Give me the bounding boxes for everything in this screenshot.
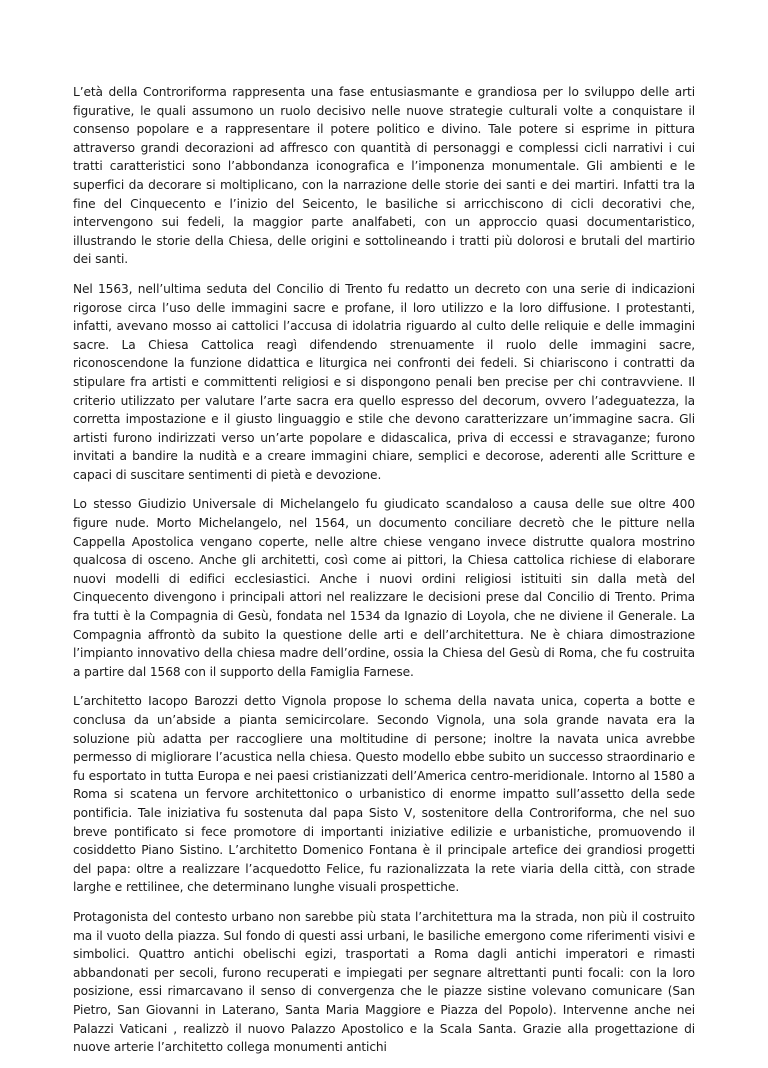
paragraph-giudizio-universale: Lo stesso Giudizio Universale di Michelangelo fu giudicato scandaloso a causa delle sue oltre 400 figure nude. Morto Michelangelo, nel 1564, un documento conciliare decretò che le pitture nella Cappella Apostolica vengano coperte, nelle altre chiese vengano invece distrutte qualora mostrino qualcosa di osceno. Anche gli architetti, così come ai pittori, la Chiesa cattolica richiese di elaborare nuovi modelli di edifici ecclesiastici. Anche i nuovi ordini religiosi istituiti sin dalla metà del Cinquecento divengono i principali attori nel realizzare le decisioni prese dal Concilio di Trento. Prima fra tutti è la Compagnia di Gesù, fondata nel 1534 da Ignazio di Loyola, che ne diviene il Generale. La Compagnia affrontò da subito la questione delle arti e dell’architettura. Ne è chiara dimostrazione l’impianto innovativo della chiesa madre dell’ordine, ossia la Chiesa del Gesù di Roma, che fu costruita a partire dal 1568 con il supporto della Famiglia Farnese. [73,497,695,679]
paragraph-piazze-sistine: Protagonista del contesto urbano non sarebbe più stata l’architettura ma la strada, non più il costruito ma il vuoto della piazza. Sul fondo di questi assi urbani, le basiliche emergono come riferimenti visivi e simbolici. Quattro antichi obelischi egizi, trasportati a Roma dagli antichi imperatori e rimasti abbandonati per secoli, furono recuperati e impiegati per segnare altrettanti punti focali: con la loro posizione, essi rimarcavano il senso di convergenza che le piazze sistine volevano comunicare (San Pietro, San Giovanni in Laterano, Santa Maria Maggiore e Piazza del Popolo). Intervenne anche nei Palazzi Vaticani , realizzò il nuovo Palazzo Apostolico e la Scala Santa. Grazie alla progettazione di nuove arterie l’architetto collega monumenti antichi [73,909,695,1055]
paragraph-controriforma: L’età della Controriforma rappresenta una fase entusiasmante e grandiosa per lo sviluppo delle arti figurative, le quali assumono un ruolo decisivo nelle nuove strategie culturali volte a conquistare il consenso popolare e a rappresentare il potere politico e divino. Tale potere si esprime in pittura attraverso grandi decorazioni ad affresco con quantità di personaggi e complessi cicli narrativi i cui tratti caratteristici sono l’abbondanza iconografica e l’imponenza monumentale. Gli ambienti e le superfici da decorare si moltiplicano, con la narrazione delle storie dei santi e dei martiri. Infatti tra la fine del Cinquecento e l’inizio del Seicento, le basiliche si arricchiscono di cicli decorativi che, intervengono sui fedeli, la maggior parte analfabeti, con un approccio quasi documentaristico, illustrando le storie della Chiesa, delle origini e sottolineando i tratti più dolorosi e brutali del martirio dei santi. [73,85,695,267]
paragraph-concilio-di-trento: Nel 1563, nell’ultima seduta del Concilio di Trento fu redatto un decreto con una serie di indicazioni rigorose circa l’uso delle immagini sacre e profane, il loro utilizzo e la loro diffusione. I protestanti, infatti, avevano mosso ai cattolici l’accusa di idolatria riguardo al culto delle reliquie e delle immagini sacre. La Chiesa Cattolica reagì difendendo strenuamente il ruolo delle immagini sacre, riconoscendone la funzione didattica e liturgica nei confronti dei fedeli. Si chiariscono i contratti da stipulare fra artisti e committenti religiosi e si dispongono penali ben precise per chi contravviene. Il criterio utilizzato per valutare l’arte sacra era quello espresso del decorum, ovvero l’adeguatezza, la corretta impostazione e il giusto linguaggio e stile che devono caratterizzare un’immagine sacra. Gli artisti furono indirizzati verso un’arte popolare e didascalica, priva di eccessi e stravaganze; furono invitati a bandire la nudità e a creare immagini chiare, semplici e decorose, aderenti alle Scritture e capaci di suscitare sentimenti di pietà e devozione. [73,281,695,482]
paragraph-vignola: L’architetto Iacopo Barozzi detto Vignola propose lo schema della navata unica, coperta a botte e conclusa da un’abside a pianta semicircolare. Secondo Vignola, una sola grande navata era la soluzione più adatta per raccogliere una moltitudine di persone; inoltre la navata unica avrebbe permesso di migliorare l’acustica nella chiesa. Questo modello ebbe subito un successo straordinario e fu esportato in tutta Europa e nei paesi cristianizzati dell’America centro-meridionale. Intorno al 1580 a Roma si scatena un fervore architettonico o urbanistico di enorme impatto sull’assetto della sede pontificia. Tale iniziativa fu sostenuta dal papa Sisto V, sostenitore della Controriforma, che nel suo breve pontificato si fece promotore di importanti iniziative edilizie e urbanistiche, promuovendo il cosiddetto Piano Sistino. L’architetto Domenico Fontana è il principale artefice dei grandiosi progetti del papa: oltre a realizzare l’acquedotto Felice, fu razionalizzata la rete viaria della città, con strade larghe e rettilinee, che determinano lunghe visuali prospettiche. [73,694,695,895]
document-page [73,83,695,1068]
